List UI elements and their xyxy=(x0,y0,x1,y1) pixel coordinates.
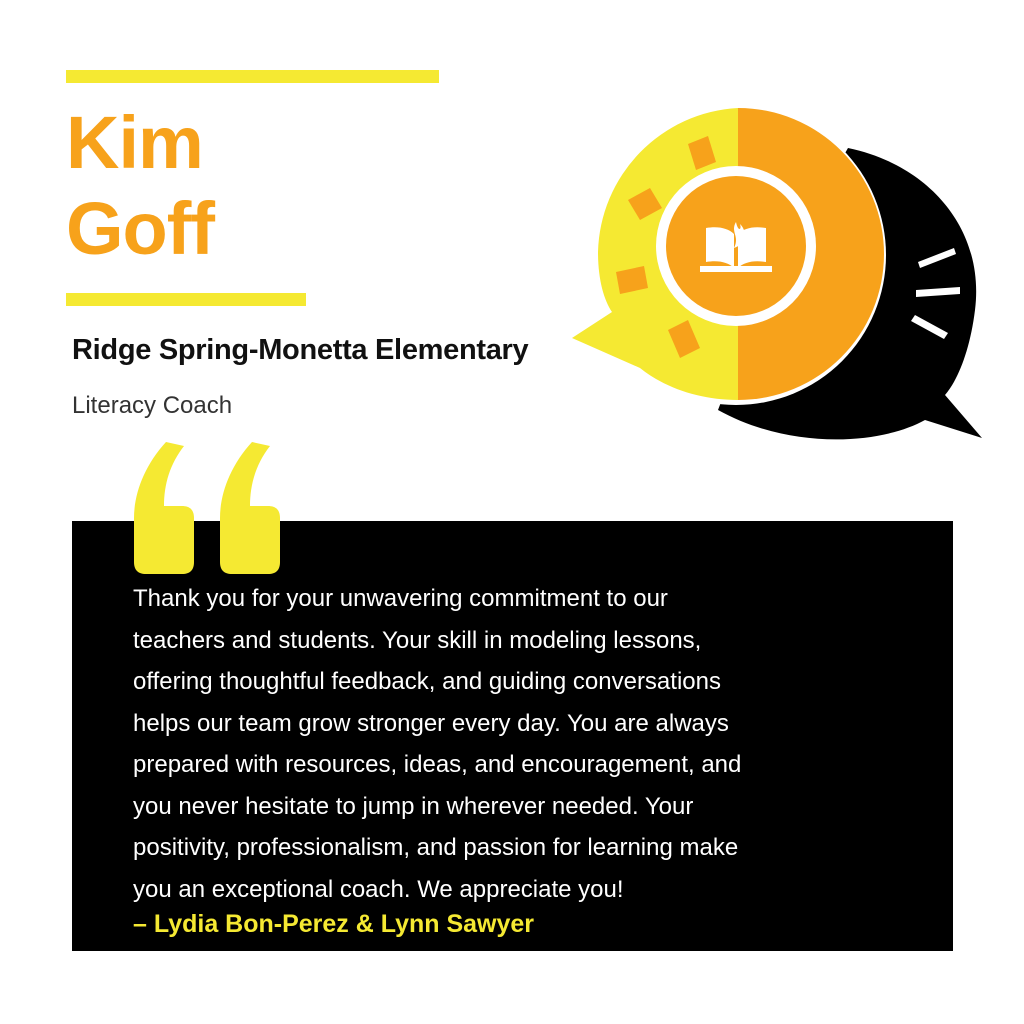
honoree-name xyxy=(66,100,214,272)
testimonial-line: prepared with resources, ideas, and encouragement, and xyxy=(133,751,742,778)
testimonial-line: you never hesitate to jump in wherever needed. Your xyxy=(133,792,694,820)
speech-bubble-book-flame-icon xyxy=(560,100,990,455)
testimonial-line: teachers and students. Your skill in modeling lessons, xyxy=(133,626,702,654)
honoree-first-name: Kim xyxy=(66,101,203,184)
accent-bar-top xyxy=(66,70,439,83)
job-title: Literacy Coach xyxy=(72,392,233,419)
testimonial-text xyxy=(133,578,893,910)
testimonial-line: offering thoughtful feedback, and guiding conversations xyxy=(133,668,721,695)
open-quote-icon xyxy=(130,436,290,581)
testimonial-line: you an exceptional coach. We appreciate you! xyxy=(133,875,624,903)
school-name: Ridge Spring-Monetta Elementary xyxy=(72,334,529,366)
accent-bar-bottom xyxy=(66,293,306,306)
testimonial-line: Thank you for your unwavering commitment to our xyxy=(133,585,668,612)
honoree-last-name: Goff xyxy=(66,187,215,270)
testimonial-line: positivity, professionalism, and passion for learning make xyxy=(133,834,739,861)
testimonial-line: helps our team grow stronger every day. You are always xyxy=(133,709,729,737)
testimonial-author: – Lydia Bon-Perez & Lynn Sawyer xyxy=(133,910,535,938)
